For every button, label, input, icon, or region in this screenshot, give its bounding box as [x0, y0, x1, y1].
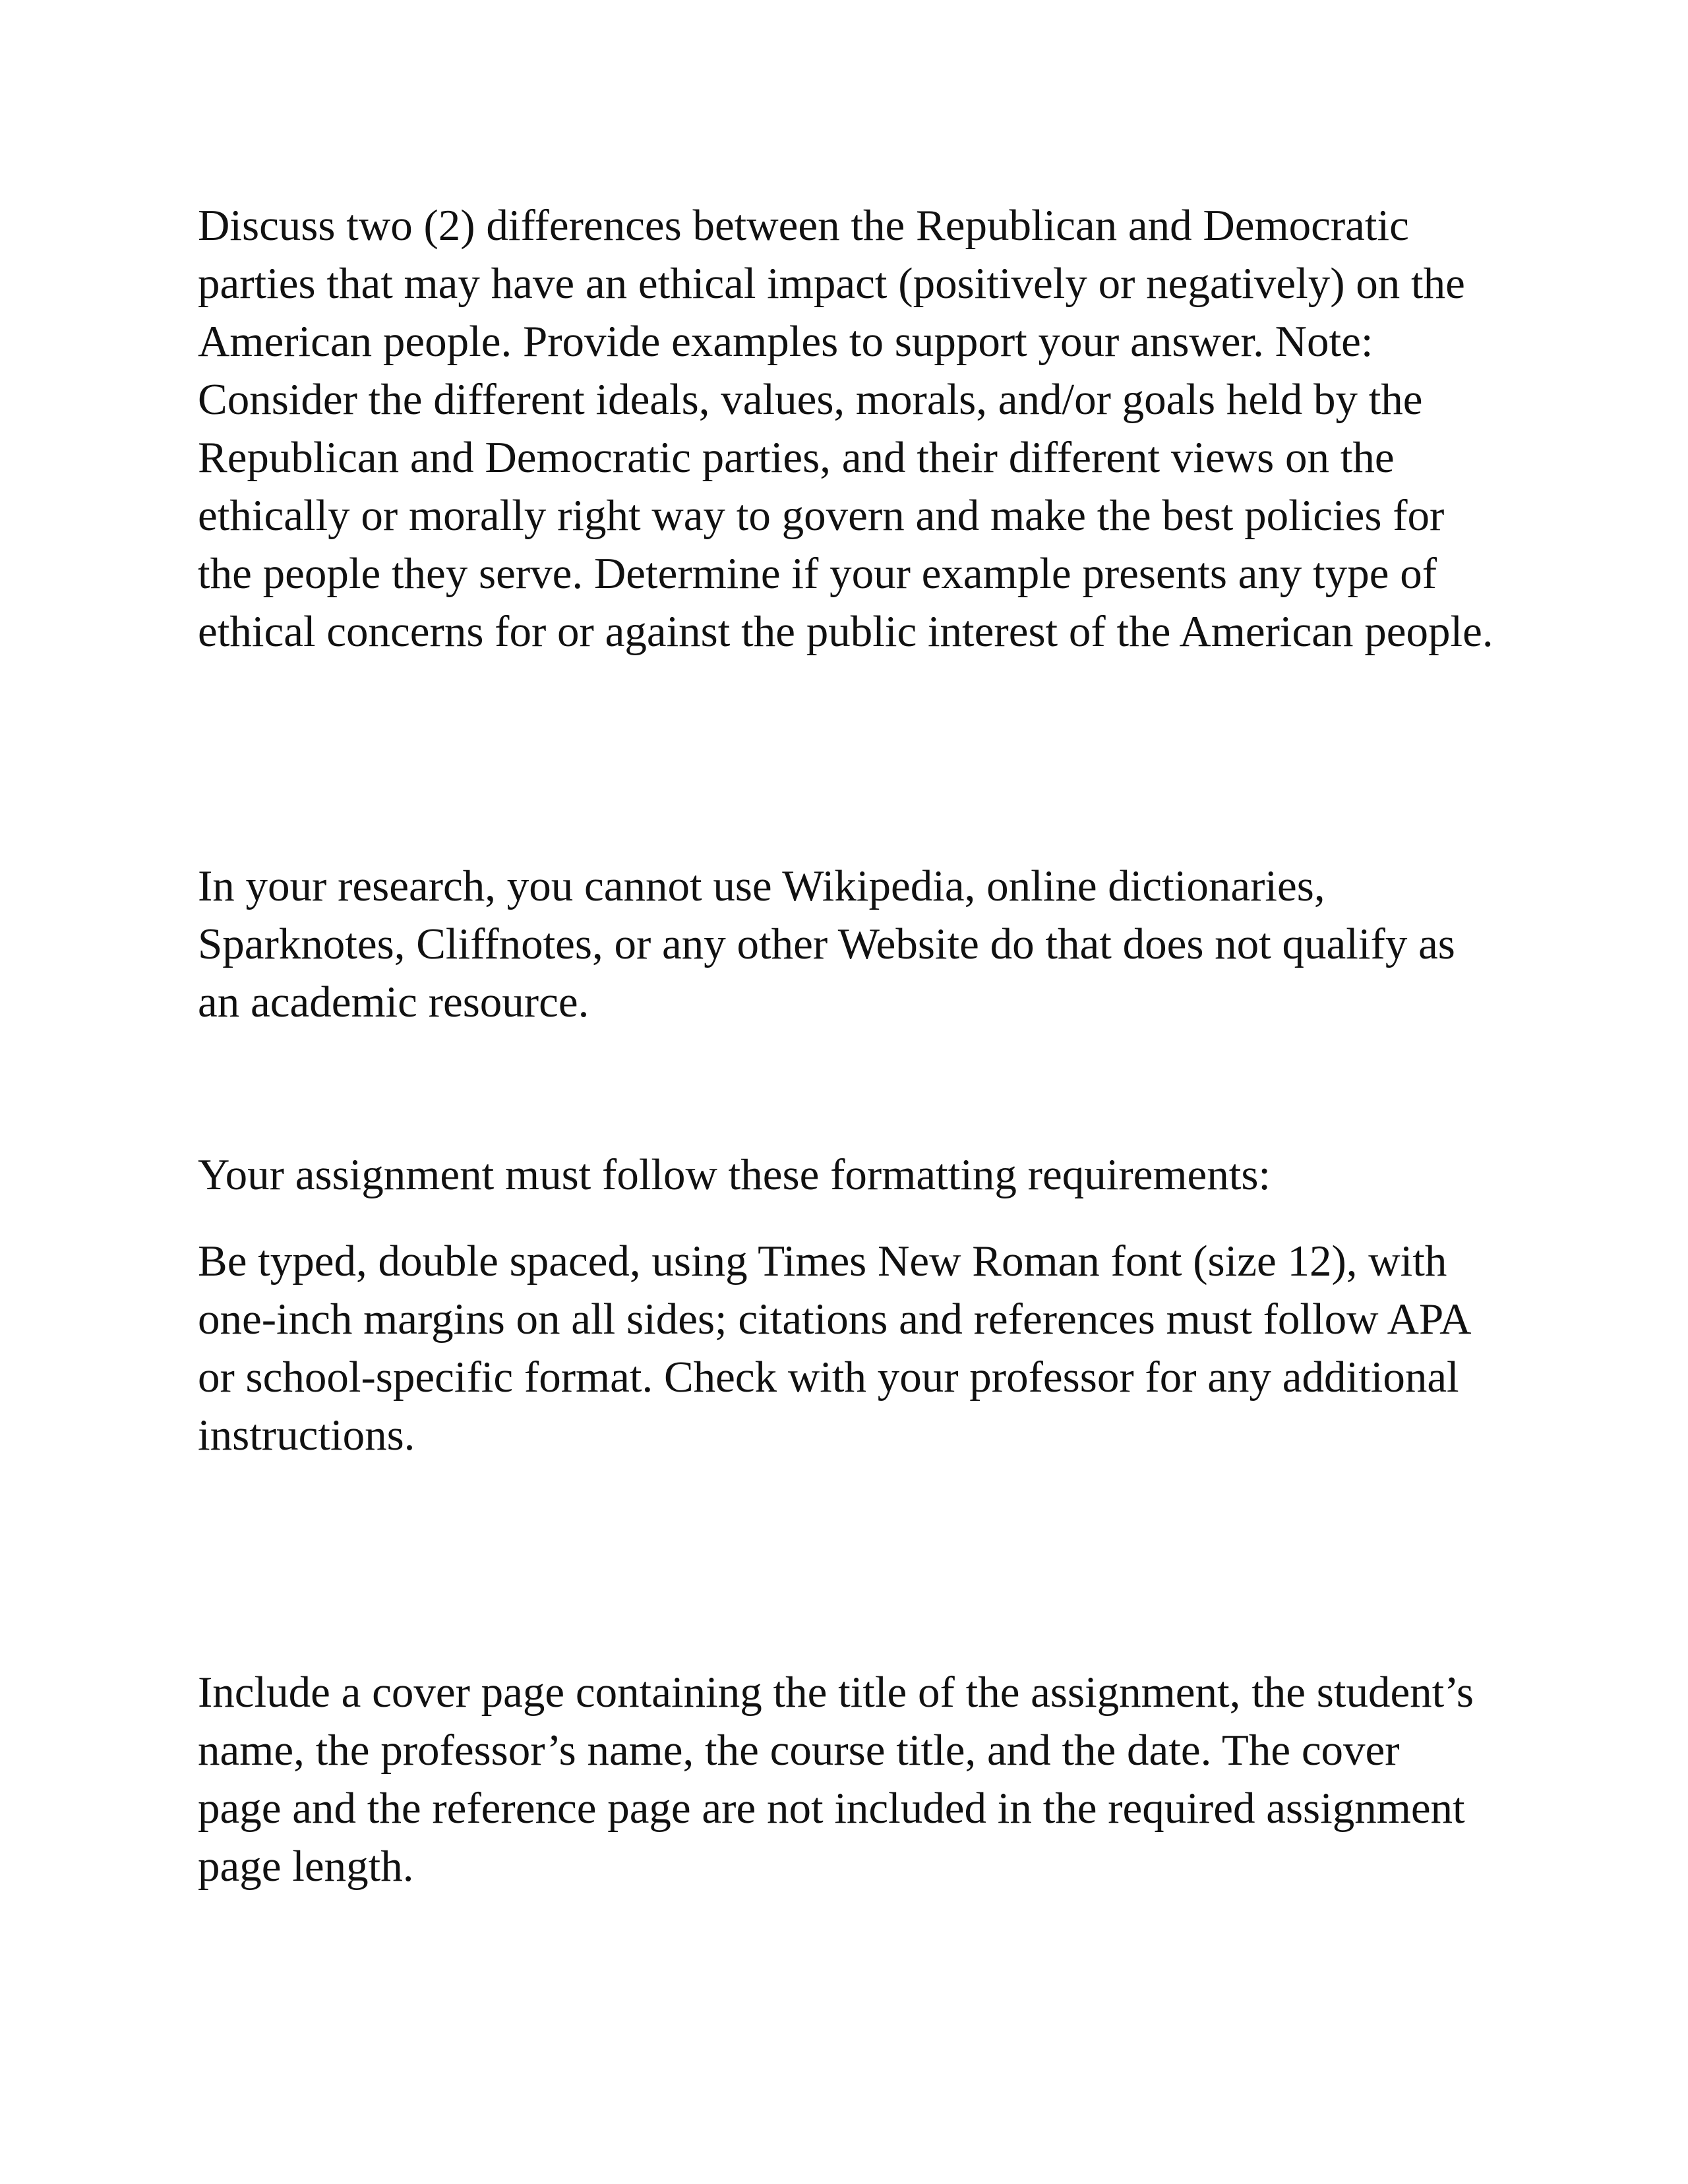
formatting-requirements-heading: Your assignment must follow these formatting requirements:	[198, 1150, 1271, 1199]
formatting-requirements-paragraph: Be typed, double spaced, using Times New Roman font (size 12), with one-inch margins on all sides; citations and references must follow APA or school-specific format. Check with your professor for any additional instructions.	[198, 1237, 1472, 1460]
cover-page-paragraph: Include a cover page containing the title of the assignment, the student’s name, the professor’s name, the course title, and the date. The cover page and the reference page are not included in the required assignment page length.	[198, 1668, 1474, 1891]
assignment-prompt-paragraph: Discuss two (2) differences between the Republican and Democratic parties that may have an ethical impact (positively or negatively) on the American people. Provide examples to support your answer. Note: Consider the different ideals, values, morals, and/or goals held by the Republican and Democratic parties, and their different views on the ethically or morally right way to govern and make the best policies for the people they serve. Determine if your example presents any type of ethical concerns for or against the public interest of the American people.	[198, 201, 1493, 656]
research-restrictions-paragraph: In your research, you cannot use Wikipedia, online dictionaries, Sparknotes, Cliffnotes, or any other Website do that does not qualify as an academic resource.	[198, 862, 1455, 1026]
